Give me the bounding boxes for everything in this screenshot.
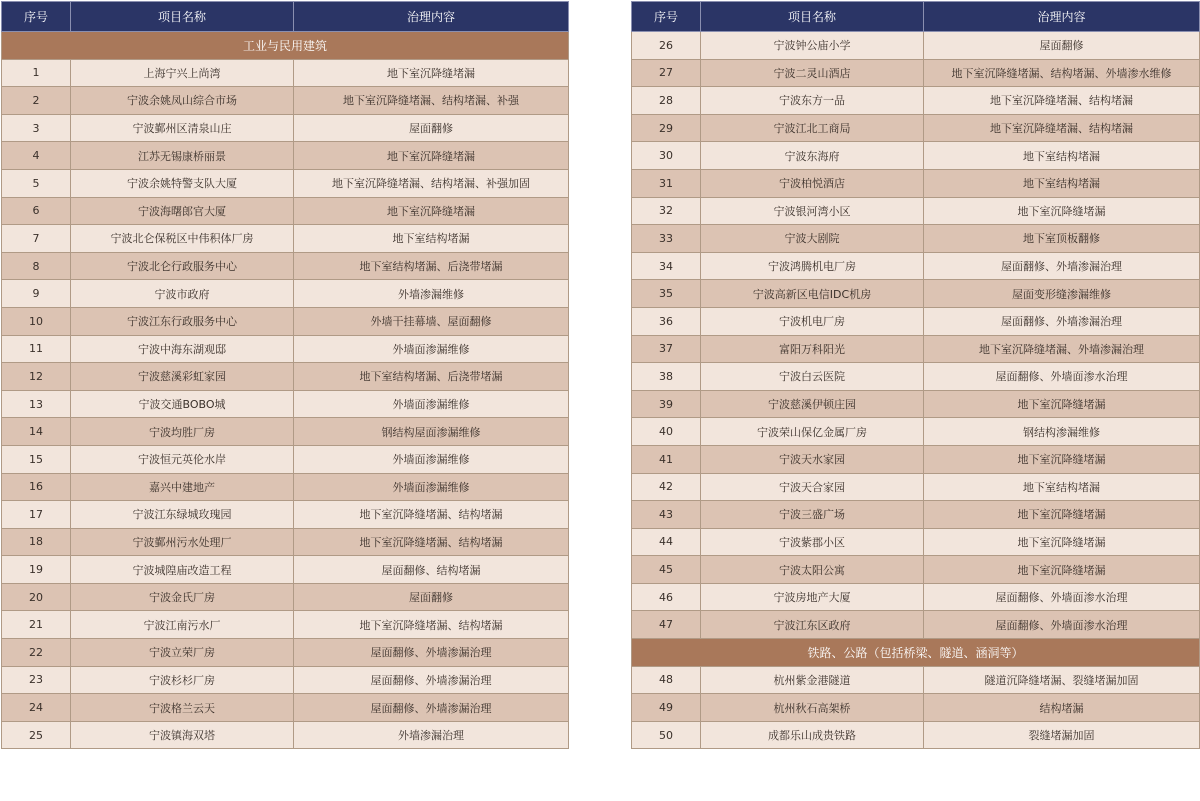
cell-treatment: 屋面翻修、外墙面渗水治理 [924,611,1200,639]
cell-project-name: 富阳万科阳光 [701,335,924,363]
table-row [632,390,1200,418]
cell-treatment: 外墙渗漏维修 [294,280,569,308]
cell-treatment: 屋面翻修、结构堵漏 [294,556,569,584]
table-row [2,59,569,87]
cell-no: 32 [632,197,701,225]
cell-treatment: 钢结构渗漏维修 [924,418,1200,446]
cell-project-name: 宁波柏悦酒店 [701,169,924,197]
table-row [632,59,1200,87]
table-row [632,528,1200,556]
table-row [2,501,569,529]
cell-no: 1 [2,59,71,87]
cell-treatment: 地下室结构堵漏 [924,473,1200,501]
cell-project-name: 宁波北仑行政服务中心 [71,252,294,280]
header-content: 治理内容 [294,2,569,32]
table-row [2,418,569,446]
cell-no: 2 [2,87,71,115]
cell-treatment: 外墙面渗漏维修 [294,445,569,473]
cell-project-name: 宁波天合家园 [701,473,924,501]
cell-project-name: 宁波高新区电信IDC机房 [701,280,924,308]
cell-project-name: 宁波恒元英伦水岸 [71,445,294,473]
cell-project-name: 宁波紫郡小区 [701,528,924,556]
cell-treatment: 地下室沉降缝堵漏、外墙渗漏治理 [924,335,1200,363]
cell-no: 14 [2,418,71,446]
table-row [2,252,569,280]
cell-project-name: 宁波格兰云天 [71,694,294,722]
table-row [2,390,569,418]
cell-no: 39 [632,390,701,418]
table-row [2,225,569,253]
section-title: 工业与民用建筑 [2,32,569,60]
cell-project-name: 宁波白云医院 [701,363,924,391]
cell-no: 50 [632,721,701,749]
cell-no: 29 [632,114,701,142]
cell-project-name: 宁波三盛广场 [701,501,924,529]
cell-project-name: 杭州秋石高架桥 [701,694,924,722]
cell-no: 22 [2,639,71,667]
section-row-industrial [2,32,569,60]
cell-treatment: 裂缝堵漏加固 [924,721,1200,749]
cell-treatment: 地下室沉降缝堵漏、结构堵漏 [294,528,569,556]
cell-no: 6 [2,197,71,225]
cell-no: 7 [2,225,71,253]
table-row [2,611,569,639]
cell-no: 23 [2,666,71,694]
cell-treatment: 地下室沉降缝堵漏 [924,197,1200,225]
cell-project-name: 宁波中海东湖观邸 [71,335,294,363]
cell-project-name: 宁波城隍庙改造工程 [71,556,294,584]
cell-no: 17 [2,501,71,529]
table-row [2,142,569,170]
cell-no: 20 [2,583,71,611]
cell-no: 41 [632,445,701,473]
cell-project-name: 宁波江东绿城玫瑰园 [71,501,294,529]
cell-project-name: 宁波海曙郎官大厦 [71,197,294,225]
cell-no: 10 [2,307,71,335]
cell-project-name: 宁波市政府 [71,280,294,308]
table-row [632,721,1200,749]
cell-treatment: 结构堵漏 [924,694,1200,722]
cell-no: 12 [2,363,71,391]
section-row-railway [632,639,1200,667]
table-row [2,473,569,501]
cell-treatment: 屋面翻修、外墙渗漏治理 [924,252,1200,280]
cell-project-name: 宁波立荣厂房 [71,639,294,667]
cell-project-name: 嘉兴中建地产 [71,473,294,501]
cell-project-name: 宁波慈溪伊顿庄园 [701,390,924,418]
cell-project-name: 宁波鄞州区清泉山庄 [71,114,294,142]
cell-treatment: 地下室沉降缝堵漏、结构堵漏 [294,611,569,639]
cell-treatment: 地下室结构堵漏、后浇带堵漏 [294,252,569,280]
table-row [2,197,569,225]
cell-no: 16 [2,473,71,501]
table-row [632,197,1200,225]
table-row [632,473,1200,501]
cell-project-name: 宁波金氏厂房 [71,583,294,611]
cell-project-name: 宁波银河湾小区 [701,197,924,225]
cell-project-name: 宁波余姚特警支队大厦 [71,169,294,197]
table-row [632,418,1200,446]
cell-project-name: 宁波江东区政府 [701,611,924,639]
cell-treatment: 地下室顶板翻修 [924,225,1200,253]
cell-no: 25 [2,721,71,749]
table-row [632,501,1200,529]
cell-treatment: 地下室沉降缝堵漏、结构堵漏、补强 [294,87,569,115]
cell-no: 26 [632,32,701,60]
cell-treatment: 钢结构屋面渗漏维修 [294,418,569,446]
cell-project-name: 宁波江东行政服务中心 [71,307,294,335]
header-content: 治理内容 [924,2,1200,32]
cell-treatment: 地下室沉降缝堵漏、结构堵漏、补强加固 [294,169,569,197]
cell-no: 44 [632,528,701,556]
table-row [632,225,1200,253]
table-row [2,307,569,335]
cell-project-name: 宁波余姚凤山综合市场 [71,87,294,115]
cell-treatment: 屋面翻修、外墙渗漏治理 [294,694,569,722]
cell-project-name: 宁波二灵山酒店 [701,59,924,87]
cell-no: 24 [2,694,71,722]
table-row [2,445,569,473]
cell-treatment: 地下室沉降缝堵漏 [294,142,569,170]
table-row [2,363,569,391]
cell-treatment: 地下室沉降缝堵漏 [924,390,1200,418]
cell-no: 11 [2,335,71,363]
cell-no: 19 [2,556,71,584]
cell-project-name: 宁波交通BOBO城 [71,390,294,418]
cell-project-name: 宁波均胜厂房 [71,418,294,446]
table-row [2,280,569,308]
table-row [632,445,1200,473]
cell-project-name: 宁波江南污水厂 [71,611,294,639]
table-row [632,363,1200,391]
cell-treatment: 地下室沉降缝堵漏 [294,197,569,225]
table-header [2,2,569,32]
header-name: 项目名称 [71,2,294,32]
cell-no: 28 [632,87,701,115]
cell-treatment: 地下室沉降缝堵漏 [924,501,1200,529]
table-row [2,583,569,611]
cell-no: 35 [632,280,701,308]
cell-treatment: 外墙渗漏治理 [294,721,569,749]
table-row [2,335,569,363]
cell-no: 47 [632,611,701,639]
cell-no: 36 [632,307,701,335]
cell-project-name: 宁波杉杉厂房 [71,666,294,694]
cell-treatment: 地下室结构堵漏 [924,142,1200,170]
table-row [632,583,1200,611]
cell-project-name: 宁波镇海双塔 [71,721,294,749]
header-name: 项目名称 [701,2,924,32]
cell-project-name: 宁波大剧院 [701,225,924,253]
cell-project-name: 杭州紫金港隧道 [701,666,924,694]
cell-no: 5 [2,169,71,197]
table-row [632,32,1200,60]
cell-project-name: 宁波钟公庙小学 [701,32,924,60]
cell-no: 42 [632,473,701,501]
table-row [632,142,1200,170]
table-row [2,169,569,197]
cell-no: 13 [2,390,71,418]
cell-project-name: 宁波太阳公寓 [701,556,924,584]
cell-treatment: 屋面翻修 [924,32,1200,60]
cell-treatment: 屋面翻修 [294,583,569,611]
table-row [632,335,1200,363]
cell-project-name: 宁波房地产大厦 [701,583,924,611]
table-row [2,556,569,584]
project-table-left [1,1,569,749]
cell-no: 18 [2,528,71,556]
table-row [2,694,569,722]
cell-no: 34 [632,252,701,280]
cell-no: 37 [632,335,701,363]
header-no: 序号 [2,2,71,32]
cell-no: 27 [632,59,701,87]
cell-treatment: 地下室沉降缝堵漏 [924,556,1200,584]
cell-no: 40 [632,418,701,446]
cell-treatment: 屋面翻修、外墙渗漏治理 [294,666,569,694]
cell-no: 31 [632,169,701,197]
cell-project-name: 宁波机电厂房 [701,307,924,335]
section-title: 铁路、公路（包括桥梁、隧道、涵洞等） [632,639,1200,667]
cell-treatment: 地下室沉降缝堵漏、结构堵漏 [924,87,1200,115]
cell-no: 8 [2,252,71,280]
cell-no: 33 [632,225,701,253]
table-row [2,721,569,749]
cell-treatment: 地下室沉降缝堵漏、结构堵漏 [294,501,569,529]
cell-no: 4 [2,142,71,170]
cell-treatment: 外墙面渗漏维修 [294,473,569,501]
cell-treatment: 地下室沉降缝堵漏、结构堵漏 [924,114,1200,142]
header-no: 序号 [632,2,701,32]
cell-treatment: 屋面翻修、外墙渗漏治理 [924,307,1200,335]
cell-treatment: 地下室结构堵漏 [294,225,569,253]
table-row [632,694,1200,722]
cell-treatment: 地下室结构堵漏 [924,169,1200,197]
table-row [2,666,569,694]
cell-project-name: 宁波鄞州污水处理厂 [71,528,294,556]
cell-no: 48 [632,666,701,694]
cell-no: 21 [2,611,71,639]
cell-treatment: 地下室沉降缝堵漏 [924,528,1200,556]
cell-no: 9 [2,280,71,308]
cell-treatment: 屋面翻修、外墙面渗水治理 [924,363,1200,391]
table-row [632,611,1200,639]
table-row [2,114,569,142]
table-row [632,252,1200,280]
table-row [2,528,569,556]
cell-no: 49 [632,694,701,722]
cell-treatment: 屋面翻修、外墙面渗水治理 [924,583,1200,611]
cell-treatment: 屋面翻修、外墙渗漏治理 [294,639,569,667]
cell-project-name: 宁波江北工商局 [701,114,924,142]
table-row [632,280,1200,308]
table-row [632,307,1200,335]
table-header [632,2,1200,32]
table-row [632,114,1200,142]
table-row [2,87,569,115]
table-row [632,666,1200,694]
cell-no: 43 [632,501,701,529]
cell-no: 15 [2,445,71,473]
cell-no: 46 [632,583,701,611]
cell-treatment: 隧道沉降缝堵漏、裂缝堵漏加固 [924,666,1200,694]
cell-project-name: 宁波天水家园 [701,445,924,473]
cell-project-name: 成都乐山成贵铁路 [701,721,924,749]
cell-project-name: 宁波北仑保税区中伟积体厂房 [71,225,294,253]
cell-treatment: 外墙面渗漏维修 [294,390,569,418]
cell-project-name: 宁波东方一品 [701,87,924,115]
cell-no: 30 [632,142,701,170]
cell-treatment: 外墙干挂幕墙、屋面翻修 [294,307,569,335]
cell-treatment: 屋面变形缝渗漏维修 [924,280,1200,308]
table-row [2,639,569,667]
cell-treatment: 外墙面渗漏维修 [294,335,569,363]
cell-project-name: 宁波荣山保亿金属厂房 [701,418,924,446]
cell-no: 3 [2,114,71,142]
table-row [632,556,1200,584]
table-row [632,169,1200,197]
cell-treatment: 地下室沉降缝堵漏、结构堵漏、外墙渗水维修 [924,59,1200,87]
cell-treatment: 地下室沉降缝堵漏 [924,445,1200,473]
cell-project-name: 上海宁兴上尚湾 [71,59,294,87]
cell-treatment: 地下室沉降缝堵漏 [294,59,569,87]
cell-no: 38 [632,363,701,391]
project-table-right [631,1,1200,749]
cell-treatment: 屋面翻修 [294,114,569,142]
cell-project-name: 宁波慈溪彩虹家园 [71,363,294,391]
cell-treatment: 地下室结构堵漏、后浇带堵漏 [294,363,569,391]
cell-project-name: 宁波东海府 [701,142,924,170]
cell-project-name: 江苏无锡康桥丽景 [71,142,294,170]
cell-project-name: 宁波鸿腾机电厂房 [701,252,924,280]
cell-no: 45 [632,556,701,584]
table-row [632,87,1200,115]
